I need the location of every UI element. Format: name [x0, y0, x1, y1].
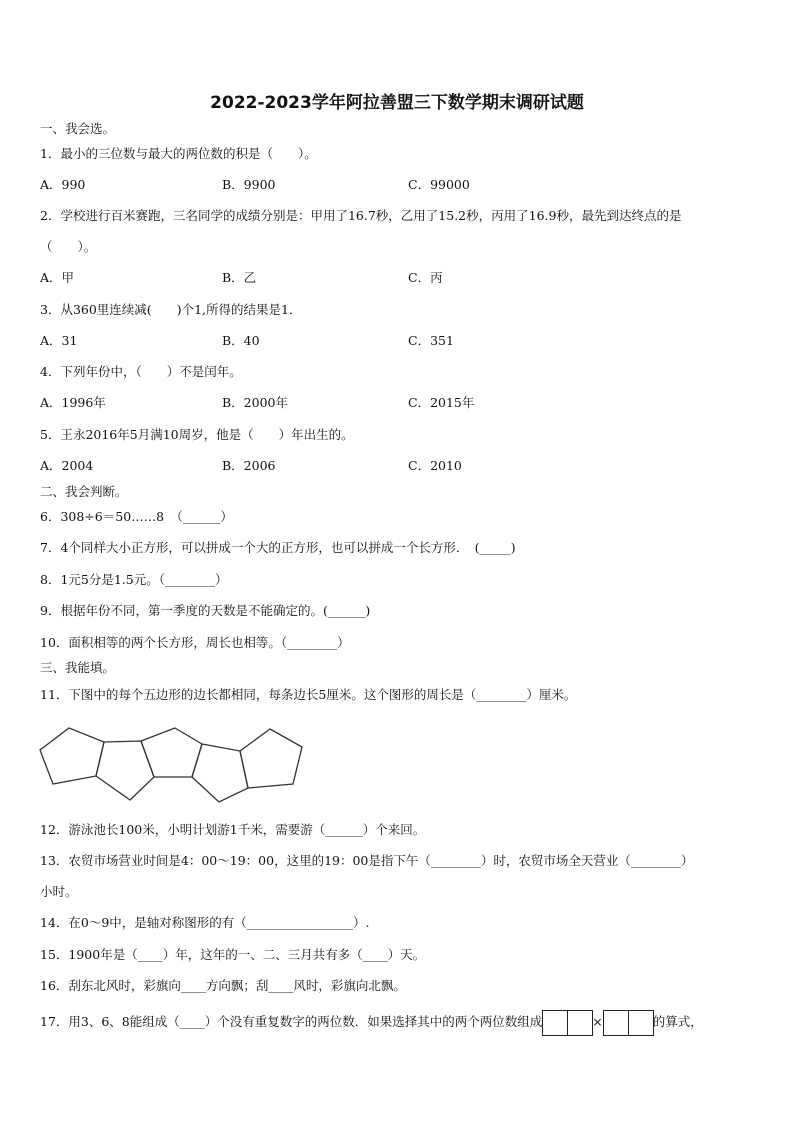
q3-option-b: B．40 [222, 333, 260, 348]
question-16: 16．刮东北风时，彩旗向____方向飘；刮____风时，彩旗向北飘。 [40, 978, 406, 993]
q3-option-c: C．351 [408, 333, 454, 348]
question-13-cont: 小时。 [40, 884, 78, 899]
q2-option-c: C．丙 [408, 270, 443, 285]
q2-option-b: B．乙 [222, 270, 257, 285]
section-heading-judge: 二、我会判断。 [40, 484, 128, 499]
digit-box [567, 1010, 593, 1036]
q4-option-a: A．1996年 [40, 395, 106, 410]
q5-option-b: B．2006 [222, 458, 276, 473]
question-17 [40, 1009, 703, 1036]
question-2-cont: （ ）。 [40, 239, 97, 254]
pentagon-5 [240, 729, 302, 788]
times-sign: × [592, 1014, 603, 1029]
pentagon-1 [40, 728, 104, 784]
pentagon-4 [192, 744, 248, 802]
q5-option-c: C．2010 [408, 458, 462, 473]
q1-option-b: B．9900 [222, 177, 276, 192]
digit-box [628, 1010, 654, 1036]
question-11: 11．下图中的每个五边形的边长都相同，每条边长5厘米。这个图形的周长是（________）厘米。 [40, 687, 577, 702]
digit-box [603, 1010, 629, 1036]
question-6: 6．308÷6＝50……8 （______） [40, 509, 233, 524]
pentagon-2 [96, 741, 154, 800]
question-17-tail: 的算式， [652, 1014, 703, 1029]
question-14: 14．在0～9中，是轴对称图形的有（_________________）. [40, 915, 370, 930]
pentagon-chain-figure [36, 720, 306, 806]
question-8: 8．1元5分是1.5元。（________） [40, 572, 228, 587]
question-4: 4．下列年份中，（ ）不是闰年。 [40, 364, 242, 379]
q5-option-a: A．2004 [40, 458, 94, 473]
question-15: 15．1900年是（____）年，这年的一、二、三月共有多（____）天。 [40, 947, 426, 962]
q2-option-a: A．甲 [40, 270, 75, 285]
q4-option-b: B．2000年 [222, 395, 288, 410]
question-12: 12．游泳池长100米，小明计划游1千米，需要游（______）个来回。 [40, 822, 426, 837]
question-13: 13．农贸市场营业时间是4：00～19：00，这里的19：00是指下午（________）时，农贸市场全天营业（________） [40, 853, 694, 868]
page-title: 2022-2023学年阿拉善盟三下数学期末调研试题 [210, 93, 584, 113]
question-2: 2．学校进行百米赛跑，三名同学的成绩分别是：甲用了16.7秒，乙用了15.2秒，丙用了16.9秒，最先到达终点的是 [40, 208, 682, 223]
digit-box [542, 1010, 568, 1036]
question-9: 9．根据年份不同，第一季度的天数是不能确定的。(______) [40, 603, 371, 618]
question-1: 1．最小的三位数与最大的两位数的积是（ ）。 [40, 146, 317, 161]
q3-option-a: A．31 [40, 333, 78, 348]
question-10: 10．面积相等的两个长方形，周长也相等。（________） [40, 635, 350, 650]
section-heading-choice: 一、我会选。 [40, 121, 116, 136]
q1-option-a: A．990 [40, 177, 86, 192]
q1-option-c: C．99000 [408, 177, 470, 192]
q4-option-c: C．2015年 [408, 395, 475, 410]
pentagon-3 [141, 728, 202, 777]
question-7: 7．4个同样大小正方形，可以拼成一个大的正方形，也可以拼成一个长方形． (_____) [40, 540, 516, 555]
section-heading-fill: 三、我能填。 [40, 660, 116, 675]
question-5: 5．王永2016年5月满10周岁，他是（ ）年出生的。 [40, 427, 354, 442]
question-3: 3．从360里连续减( )个1,所得的结果是1． [40, 302, 302, 317]
question-17-text: 17．用3、6、8能组成（____）个没有重复数字的两位数．如果选择其中的两个两位数组成 [40, 1014, 543, 1029]
